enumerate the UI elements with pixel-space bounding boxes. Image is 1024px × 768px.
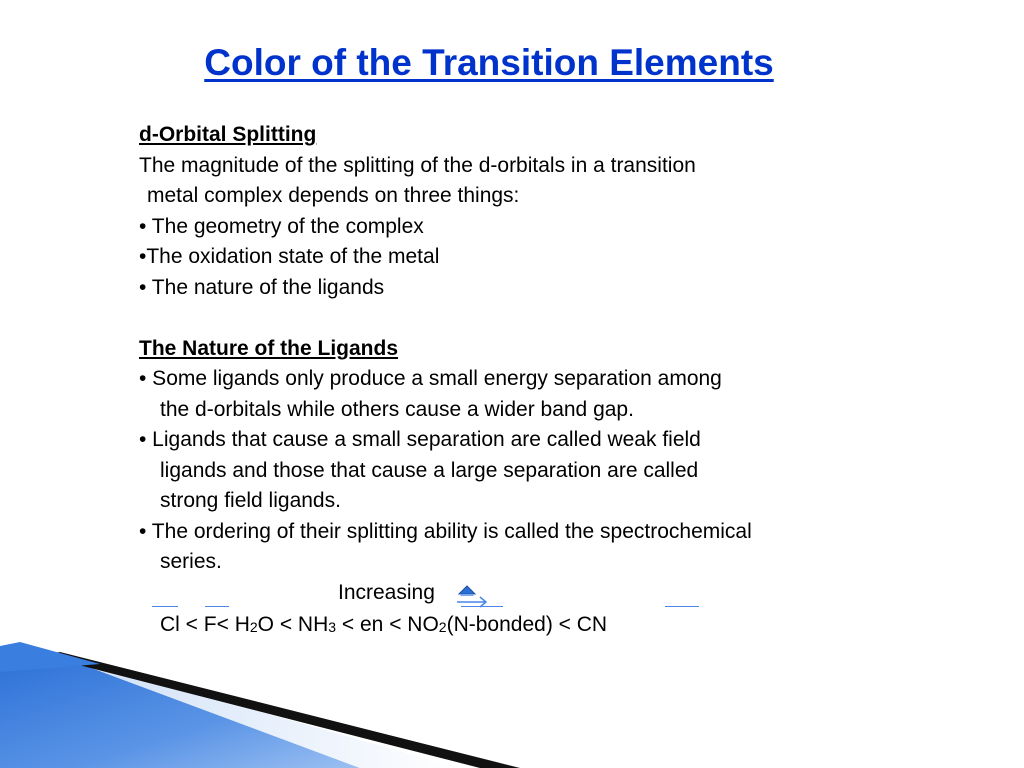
text-line: The magnitude of the splitting of the d-orbitals in a transition xyxy=(139,153,696,177)
bullet-item: • Ligands that cause a small separation are called weak field xyxy=(139,428,701,451)
increasing-row xyxy=(139,578,939,609)
text-line: the d-orbitals while others cause a wider band gap. xyxy=(160,397,634,421)
underline-mark xyxy=(205,606,229,607)
section-heading: The Nature of the Ligands xyxy=(139,336,399,360)
section-heading: d-Orbital Splitting xyxy=(139,123,317,146)
text-line: series. xyxy=(160,550,222,573)
bullet-item: • The geometry of the complex xyxy=(139,214,424,238)
slide-title: Color of the Transition Elements xyxy=(204,42,774,83)
series-text: O < NH xyxy=(257,613,329,636)
series-text: < en < NO xyxy=(336,613,439,636)
underline-mark xyxy=(461,606,503,607)
underline-mark xyxy=(665,606,699,607)
series-text: (N-bonded) < CN xyxy=(446,613,608,636)
subscript: 3 xyxy=(328,619,337,635)
bullet-item: • Some ligands only produce a small energy separation among xyxy=(139,367,722,390)
slide-body xyxy=(139,120,939,642)
increasing-label: Increasing xyxy=(338,580,435,604)
spacer xyxy=(139,303,939,334)
spectrochemical-series xyxy=(139,608,939,642)
bullet-item: • The ordering of their splitting ability is called the spectrochemical xyxy=(139,519,752,543)
subscript: 2 xyxy=(438,619,447,635)
text-line: strong field ligands. xyxy=(160,489,341,512)
text-line: ligands and those that cause a large separation are called xyxy=(160,458,699,482)
bullet-item: • The nature of the ligands xyxy=(139,275,385,299)
bullet-item: •The oxidation state of the metal xyxy=(139,245,440,268)
series-text: Cl < F< H xyxy=(160,613,250,636)
underline-mark xyxy=(152,606,178,607)
subscript: 2 xyxy=(249,619,258,635)
text-line: metal complex depends on three things: xyxy=(147,184,520,207)
